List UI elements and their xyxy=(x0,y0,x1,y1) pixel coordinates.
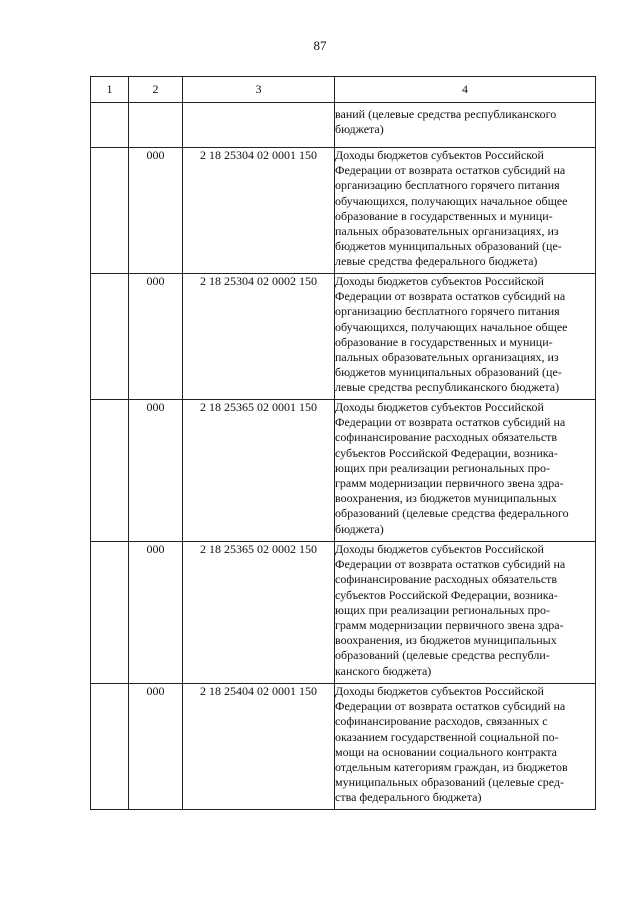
table-row xyxy=(91,274,596,400)
table-row xyxy=(91,684,596,810)
admin-code-cell: 000 xyxy=(129,148,183,274)
description-line: бюджетов муниципальных образований (це- xyxy=(335,365,562,380)
description-line: пальных образовательных организациях, из xyxy=(335,224,559,239)
description-line: бюджетов муниципальных образований (це- xyxy=(335,239,562,254)
description-line: софинансирование расходов, связанных с xyxy=(335,714,548,729)
revenue-description-cell xyxy=(335,103,596,148)
revenue-description-cell xyxy=(335,400,596,542)
admin-code-cell: 000 xyxy=(129,400,183,542)
row-number-cell xyxy=(91,274,129,400)
description-line: организацию бесплатного горячего питания xyxy=(335,304,560,319)
table-row xyxy=(91,148,596,274)
description-line: софинансирование расходных обязательств xyxy=(335,430,558,445)
table-header-row xyxy=(91,77,596,103)
row-number-cell xyxy=(91,684,129,810)
description-line: отдельным категориям граждан, из бюджетов xyxy=(335,760,568,775)
page-number: 87 xyxy=(313,38,327,53)
description-line: ющих при реализации региональных про- xyxy=(335,602,551,617)
table-row xyxy=(91,103,596,148)
description-line: грамм модернизации первичного звена здра- xyxy=(335,618,564,633)
table-body xyxy=(91,103,596,810)
column-header-4: 4 xyxy=(335,77,596,103)
admin-code-cell: 000 xyxy=(129,684,183,810)
row-number-cell xyxy=(91,400,129,542)
description-line: грамм модернизации первичного звена здра- xyxy=(335,476,564,491)
budget-classification-code-cell xyxy=(183,103,335,148)
description-line: Федерации от возврата остатков субсидий на xyxy=(335,163,566,178)
description-line: ваний (целевые средства республиканского xyxy=(335,107,557,121)
description-line: Федерации от возврата остатков субсидий на xyxy=(335,699,566,714)
description-line: обучающихся, получающих начальное общее xyxy=(335,193,568,208)
budget-revenue-table xyxy=(90,76,596,810)
description-line: Доходы бюджетов субъектов Российской xyxy=(335,400,544,414)
revenue-description-cell xyxy=(335,148,596,274)
description-line: образований (целевые средства федерального xyxy=(335,506,569,521)
revenue-description-cell xyxy=(335,684,596,810)
description-line: субъектов Российской Федерации, возника- xyxy=(335,445,558,460)
budget-classification-code-cell: 2 18 25404 02 0001 150 xyxy=(183,684,335,810)
budget-classification-code-cell: 2 18 25304 02 0001 150 xyxy=(183,148,335,274)
description-line: обучающихся, получающих начальное общее xyxy=(335,319,568,334)
description-line: субъектов Российской Федерации, возника- xyxy=(335,587,558,602)
budget-classification-code-cell: 2 18 25304 02 0002 150 xyxy=(183,274,335,400)
description-line: Федерации от возврата остатков субсидий на xyxy=(335,415,566,430)
row-number-cell xyxy=(91,103,129,148)
description-line: Доходы бюджетов субъектов Российской xyxy=(335,148,544,162)
description-line: бюджета) xyxy=(335,122,384,137)
description-line: мощи на основании социального контракта xyxy=(335,744,558,759)
description-line: образование в государственных и муници- xyxy=(335,334,553,349)
description-line: софинансирование расходных обязательств xyxy=(335,572,558,587)
description-line: Доходы бюджетов субъектов Российской xyxy=(335,684,544,698)
description-line: ства федерального бюджета) xyxy=(335,790,482,805)
description-line: Доходы бюджетов субъектов Российской xyxy=(335,274,544,288)
description-line: муниципальных образований (целевые сред- xyxy=(335,775,564,790)
description-line: образование в государственных и муници- xyxy=(335,208,553,223)
revenue-description-cell xyxy=(335,542,596,684)
description-line: организацию бесплатного горячего питания xyxy=(335,178,560,193)
column-header-3: 3 xyxy=(183,77,335,103)
table-row xyxy=(91,542,596,684)
description-line: левые средства республиканского бюджета) xyxy=(335,380,560,395)
description-line: воохранения, из бюджетов муниципальных xyxy=(335,491,557,506)
description-line: Доходы бюджетов субъектов Российской xyxy=(335,542,544,556)
budget-classification-code-cell: 2 18 25365 02 0002 150 xyxy=(183,542,335,684)
table-row xyxy=(91,400,596,542)
row-number-cell xyxy=(91,542,129,684)
description-line: канского бюджета) xyxy=(335,663,432,678)
description-line: оказанием государственной социальной по- xyxy=(335,729,559,744)
revenue-description-cell xyxy=(335,274,596,400)
admin-code-cell xyxy=(129,103,183,148)
description-line: левые средства федерального бюджета) xyxy=(335,254,538,269)
description-line: образований (целевые средства республи- xyxy=(335,648,550,663)
description-line: бюджета) xyxy=(335,521,384,536)
row-number-cell xyxy=(91,148,129,274)
description-line: воохранения, из бюджетов муниципальных xyxy=(335,633,557,648)
admin-code-cell: 000 xyxy=(129,542,183,684)
column-header-2: 2 xyxy=(129,77,183,103)
description-line: ющих при реализации региональных про- xyxy=(335,460,551,475)
admin-code-cell: 000 xyxy=(129,274,183,400)
budget-classification-code-cell: 2 18 25365 02 0001 150 xyxy=(183,400,335,542)
column-header-1: 1 xyxy=(91,77,129,103)
description-line: Федерации от возврата остатков субсидий на xyxy=(335,289,566,304)
description-line: Федерации от возврата остатков субсидий на xyxy=(335,557,566,572)
description-line: пальных образовательных организациях, из xyxy=(335,350,559,365)
